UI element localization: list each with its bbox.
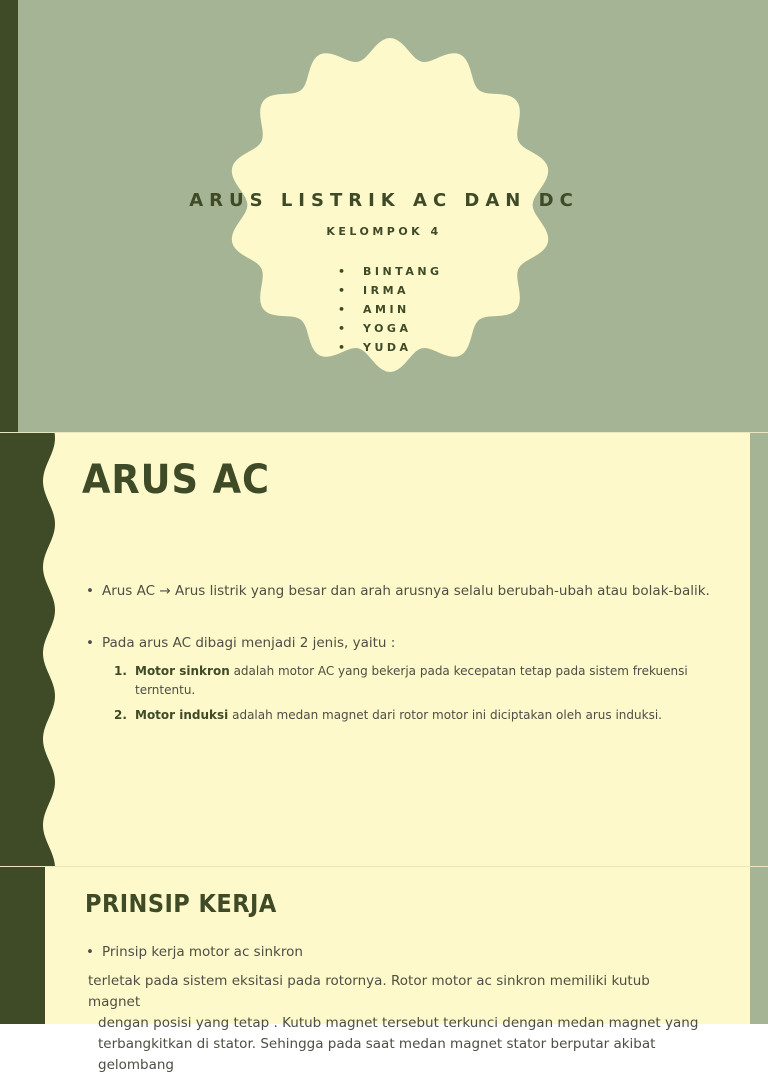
- numbered-item: 1. Motor sinkron adalah motor AC yang bekerja pada kecepatan tetap pada sistem frekuensi terntentu.: [114, 664, 688, 697]
- wavy-left-border: [0, 433, 70, 867]
- left-accent-bar: [0, 867, 45, 1024]
- right-accent-strip: [750, 433, 768, 866]
- presentation-title: ARUS LISTRIK AC DAN DC: [189, 190, 579, 211]
- member-list: [338, 262, 443, 357]
- slide-heading: PRINSIP KERJA: [85, 889, 277, 918]
- paragraph: [88, 971, 703, 1076]
- list-item: • IRMA: [338, 284, 410, 297]
- right-accent-strip: [750, 867, 768, 1024]
- left-accent-bar: [0, 0, 18, 432]
- bullet-point: • Arus AC → Arus listrik yang besar dan arah arusnya selalu berubah-ubah atau bolak-balik.: [86, 583, 710, 599]
- paragraph-line: terletak pada sistem eksitasi pada rotornya. Rotor motor ac sinkron memiliki kutub magnet: [88, 973, 650, 1010]
- bullet-point: • Pada arus AC dibagi menjadi 2 jenis, yaitu :: [86, 635, 396, 651]
- arus-ac-slide: [0, 432, 768, 866]
- title-slide: [0, 0, 768, 432]
- list-item: • YOGA: [338, 322, 412, 335]
- prinsip-kerja-slide: [0, 866, 768, 1073]
- group-subtitle: KELOMPOK 4: [326, 225, 442, 238]
- paragraph-line: dengan posisi yang tetap . Kutub magnet tersebut terkunci dengan medan magnet yang: [98, 1015, 699, 1031]
- slide-heading: ARUS AC: [82, 457, 270, 503]
- numbered-item: 2. Motor induksi adalah medan magnet dari rotor motor ini diciptakan oleh arus induksi.: [114, 708, 662, 722]
- bullet-point: • Prinsip kerja motor ac sinkron: [86, 944, 303, 960]
- list-item: • AMIN: [338, 303, 410, 316]
- list-item: • BINTANG: [338, 265, 443, 278]
- list-item: • YUDA: [338, 341, 412, 354]
- paragraph-line: terbangkitkan di stator. Sehingga pada saat medan magnet stator berputar akibat gelombang: [98, 1036, 656, 1073]
